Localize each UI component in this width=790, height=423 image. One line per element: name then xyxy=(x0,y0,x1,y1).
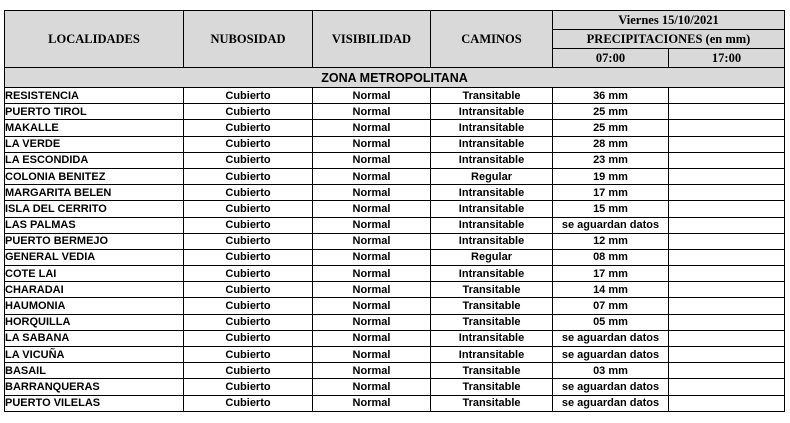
cell-localidad: COLONIA BENITEZ xyxy=(5,168,184,184)
cell-caminos: Intransitable xyxy=(431,217,553,233)
table-row xyxy=(5,266,785,282)
cell-precip-0700: 07 mm xyxy=(553,298,669,314)
header-caminos: CAMINOS xyxy=(431,11,553,68)
cell-nubosidad: Cubierto xyxy=(184,168,313,184)
cell-visibilidad: Normal xyxy=(313,168,431,184)
cell-nubosidad: Cubierto xyxy=(184,201,313,217)
cell-visibilidad: Normal xyxy=(313,298,431,314)
cell-precip-0700: 14 mm xyxy=(553,282,669,298)
cell-visibilidad: Normal xyxy=(313,395,431,411)
cell-visibilidad: Normal xyxy=(313,104,431,120)
cell-localidad: HORQUILLA xyxy=(5,314,184,330)
cell-nubosidad: Cubierto xyxy=(184,266,313,282)
cell-precip-0700: 23 mm xyxy=(553,152,669,168)
cell-precip-0700: 25 mm xyxy=(553,120,669,136)
cell-caminos: Transitable xyxy=(431,282,553,298)
cell-localidad: BARRANQUERAS xyxy=(5,379,184,395)
cell-nubosidad: Cubierto xyxy=(184,363,313,379)
weather-table xyxy=(4,10,785,412)
cell-caminos: Intransitable xyxy=(431,136,553,152)
cell-localidad: GENERAL VEDIA xyxy=(5,249,184,265)
cell-precip-0700: 15 mm xyxy=(553,201,669,217)
cell-precip-0700: 08 mm xyxy=(553,249,669,265)
cell-nubosidad: Cubierto xyxy=(184,88,313,104)
cell-precip-1700 xyxy=(669,314,785,330)
cell-caminos: Intransitable xyxy=(431,120,553,136)
table-row xyxy=(5,363,785,379)
cell-precip-1700 xyxy=(669,266,785,282)
table-row xyxy=(5,185,785,201)
cell-localidad: LA VICUÑA xyxy=(5,347,184,363)
cell-nubosidad: Cubierto xyxy=(184,379,313,395)
cell-precip-1700 xyxy=(669,233,785,249)
cell-precip-0700: 12 mm xyxy=(553,233,669,249)
cell-precip-0700: 25 mm xyxy=(553,104,669,120)
cell-nubosidad: Cubierto xyxy=(184,282,313,298)
cell-precip-1700 xyxy=(669,298,785,314)
cell-caminos: Transitable xyxy=(431,314,553,330)
cell-precip-0700: 36 mm xyxy=(553,88,669,104)
cell-nubosidad: Cubierto xyxy=(184,249,313,265)
cell-precip-0700: se aguardan datos xyxy=(553,395,669,411)
cell-nubosidad: Cubierto xyxy=(184,395,313,411)
cell-nubosidad: Cubierto xyxy=(184,136,313,152)
cell-nubosidad: Cubierto xyxy=(184,314,313,330)
cell-visibilidad: Normal xyxy=(313,217,431,233)
header-visibilidad: VISIBILIDAD xyxy=(313,11,431,68)
cell-precip-1700 xyxy=(669,152,785,168)
cell-caminos: Regular xyxy=(431,168,553,184)
cell-visibilidad: Normal xyxy=(313,120,431,136)
cell-visibilidad: Normal xyxy=(313,233,431,249)
cell-nubosidad: Cubierto xyxy=(184,217,313,233)
cell-nubosidad: Cubierto xyxy=(184,185,313,201)
table-row xyxy=(5,136,785,152)
cell-localidad: PUERTO TIROL xyxy=(5,104,184,120)
cell-precip-0700: 17 mm xyxy=(553,266,669,282)
cell-caminos: Transitable xyxy=(431,298,553,314)
cell-localidad: LAS PALMAS xyxy=(5,217,184,233)
cell-nubosidad: Cubierto xyxy=(184,152,313,168)
cell-nubosidad: Cubierto xyxy=(184,298,313,314)
header-localidades: LOCALIDADES xyxy=(5,11,184,68)
cell-visibilidad: Normal xyxy=(313,379,431,395)
table-row xyxy=(5,233,785,249)
cell-caminos: Regular xyxy=(431,249,553,265)
table-row xyxy=(5,330,785,346)
cell-caminos: Intransitable xyxy=(431,201,553,217)
cell-visibilidad: Normal xyxy=(313,266,431,282)
cell-precip-0700: se aguardan datos xyxy=(553,347,669,363)
cell-visibilidad: Normal xyxy=(313,347,431,363)
table-row xyxy=(5,152,785,168)
cell-precip-1700 xyxy=(669,395,785,411)
table-row xyxy=(5,298,785,314)
table-row xyxy=(5,104,785,120)
cell-localidad: PUERTO VILELAS xyxy=(5,395,184,411)
cell-precip-0700: 28 mm xyxy=(553,136,669,152)
cell-visibilidad: Normal xyxy=(313,201,431,217)
table-row xyxy=(5,249,785,265)
cell-visibilidad: Normal xyxy=(313,88,431,104)
cell-precip-1700 xyxy=(669,347,785,363)
table-row xyxy=(5,120,785,136)
header-time-0700: 07:00 xyxy=(553,49,669,68)
cell-nubosidad: Cubierto xyxy=(184,347,313,363)
cell-precip-1700 xyxy=(669,379,785,395)
cell-caminos: Transitable xyxy=(431,363,553,379)
table-body xyxy=(5,88,785,412)
cell-caminos: Intransitable xyxy=(431,330,553,346)
header-time-1700: 17:00 xyxy=(669,49,785,68)
cell-caminos: Intransitable xyxy=(431,266,553,282)
table-row xyxy=(5,168,785,184)
table-row xyxy=(5,217,785,233)
cell-precip-0700: se aguardan datos xyxy=(553,217,669,233)
cell-caminos: Intransitable xyxy=(431,185,553,201)
cell-precip-1700 xyxy=(669,88,785,104)
cell-localidad: LA VERDE xyxy=(5,136,184,152)
table-row xyxy=(5,88,785,104)
cell-caminos: Transitable xyxy=(431,379,553,395)
cell-precip-0700: se aguardan datos xyxy=(553,379,669,395)
table-row xyxy=(5,314,785,330)
cell-localidad: MAKALLE xyxy=(5,120,184,136)
cell-visibilidad: Normal xyxy=(313,314,431,330)
cell-localidad: MARGARITA BELEN xyxy=(5,185,184,201)
cell-caminos: Intransitable xyxy=(431,347,553,363)
cell-visibilidad: Normal xyxy=(313,136,431,152)
header-precipitaciones: PRECIPITACIONES (en mm) xyxy=(553,30,785,49)
zone-title: ZONA METROPOLITANA xyxy=(5,68,785,88)
cell-precip-1700 xyxy=(669,185,785,201)
cell-precip-1700 xyxy=(669,249,785,265)
cell-nubosidad: Cubierto xyxy=(184,120,313,136)
cell-nubosidad: Cubierto xyxy=(184,104,313,120)
cell-precip-0700: 19 mm xyxy=(553,168,669,184)
cell-caminos: Intransitable xyxy=(431,233,553,249)
cell-localidad: PUERTO BERMEJO xyxy=(5,233,184,249)
cell-precip-1700 xyxy=(669,168,785,184)
cell-precip-1700 xyxy=(669,104,785,120)
cell-localidad: LA SABANA xyxy=(5,330,184,346)
header-date: Viernes 15/10/2021 xyxy=(553,11,785,30)
cell-caminos: Transitable xyxy=(431,88,553,104)
table-row xyxy=(5,201,785,217)
cell-visibilidad: Normal xyxy=(313,330,431,346)
cell-localidad: CHARADAI xyxy=(5,282,184,298)
cell-nubosidad: Cubierto xyxy=(184,330,313,346)
cell-precip-0700: 03 mm xyxy=(553,363,669,379)
cell-precip-1700 xyxy=(669,120,785,136)
table-row xyxy=(5,347,785,363)
cell-precip-0700: se aguardan datos xyxy=(553,330,669,346)
cell-caminos: Transitable xyxy=(431,395,553,411)
cell-localidad: BASAIL xyxy=(5,363,184,379)
cell-visibilidad: Normal xyxy=(313,363,431,379)
cell-caminos: Intransitable xyxy=(431,104,553,120)
table-row xyxy=(5,379,785,395)
cell-precip-0700: 05 mm xyxy=(553,314,669,330)
cell-localidad: RESISTENCIA xyxy=(5,88,184,104)
cell-precip-1700 xyxy=(669,330,785,346)
cell-visibilidad: Normal xyxy=(313,152,431,168)
table-row xyxy=(5,282,785,298)
cell-precip-1700 xyxy=(669,217,785,233)
cell-precip-1700 xyxy=(669,136,785,152)
cell-nubosidad: Cubierto xyxy=(184,233,313,249)
cell-localidad: LA ESCONDIDA xyxy=(5,152,184,168)
header-nubosidad: NUBOSIDAD xyxy=(184,11,313,68)
cell-localidad: HAUMONIA xyxy=(5,298,184,314)
table-row xyxy=(5,395,785,411)
cell-precip-1700 xyxy=(669,201,785,217)
cell-visibilidad: Normal xyxy=(313,185,431,201)
cell-precip-1700 xyxy=(669,282,785,298)
cell-localidad: COTE LAI xyxy=(5,266,184,282)
cell-visibilidad: Normal xyxy=(313,249,431,265)
cell-precip-0700: 17 mm xyxy=(553,185,669,201)
cell-localidad: ISLA DEL CERRITO xyxy=(5,201,184,217)
cell-visibilidad: Normal xyxy=(313,282,431,298)
cell-precip-1700 xyxy=(669,363,785,379)
cell-caminos: Intransitable xyxy=(431,152,553,168)
